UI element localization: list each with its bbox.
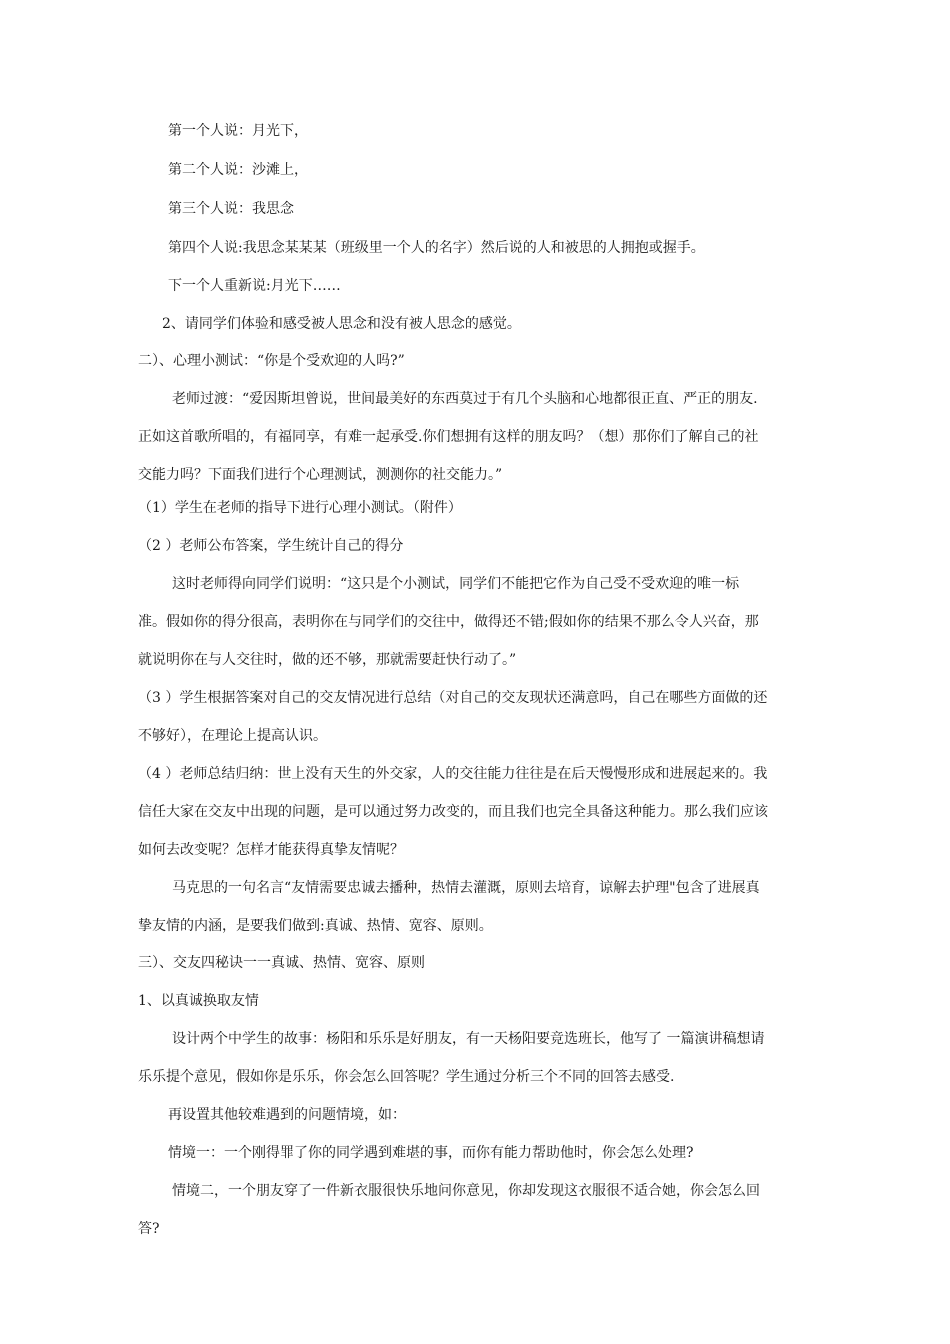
text-line: 信任大家在交友中出现的问题，是可以通过努力改变的，而且我们也完全具备这种能力。那么我们应该 [138, 804, 768, 820]
text-line: 再设置其他较难遇到的问题情境，如： [168, 1107, 406, 1123]
text-line: 情境二，一个朋友穿了一件新衣服很快乐地问你意见，你却发现这衣服很不适合她，你会怎么回 [172, 1183, 760, 1199]
subsection-heading: 1、以真诚换取友情 [138, 993, 259, 1009]
text-line: 马克思的一句名言“友情需要忠诚去播种，热情去灌溉，原则去培育，谅解去护理"包含了进展真 [172, 880, 760, 896]
text-line: 第二个人说：沙滩上， [168, 162, 308, 178]
section-heading: 三）、交友四秘诀一一真诚、热情、宽容、原则 [138, 955, 425, 971]
text-line: 老师过渡：“爱因斯坦曾说，世间最美好的东西莫过于有几个头脑和心地都很正直、严正的朋友. [172, 391, 758, 407]
text-line: 交能力吗？下面我们进行个心理测试，测测你的社交能力。” [138, 467, 503, 483]
text-line: 准。假如你的得分很高，表明你在与同学们的交往中，做得还不错;假如你的结果不那么令人兴奋，那 [138, 614, 759, 630]
text-line: 第三个人说：我思念 [168, 201, 294, 217]
text-line: 设计两个中学生的故事：杨阳和乐乐是好朋友，有一天杨阳要竞选班长，他写了 一篇演讲稿想请 [172, 1031, 765, 1047]
text-line: 第四个人说:我思念某某某（班级里一个人的名字）然后说的人和被思的人拥抱或握手。 [168, 240, 705, 256]
text-line: 正如这首歌所唱的，有福同享，有难一起承受.你们想拥有这样的朋友吗？（想）那你们了解自己的社 [138, 429, 759, 445]
text-line: 下一个人重新说:月光下…… [168, 278, 341, 294]
text-line: 情境一：一个刚得罪了你的同学遇到难堪的事，而你有能力帮助他时，你会怎么处理? [168, 1145, 694, 1161]
text-line: 第一个人说：月光下， [168, 123, 308, 139]
text-line: 这时老师得向同学们说明：“这只是个小测试，同学们不能把它作为自己受不受欢迎的唯一标 [172, 576, 740, 592]
text-line: 挚友情的内涵，是要我们做到:真诚、热情、宽容、原则。 [138, 918, 493, 934]
text-line: （2 ）老师公布答案，学生统计自己的得分 [138, 538, 404, 554]
text-line: 不够好），在理论上提高认识。 [138, 728, 327, 744]
text-line: 2、请同学们体验和感受被人思念和没有被人思念的感觉。 [162, 316, 521, 332]
text-line: （1）学生在老师的指导下进行心理小测试。（附件） [138, 500, 462, 516]
text-line: 乐乐提个意见，假如你是乐乐，你会怎么回答呢？学生通过分析三个不同的回答去感受. [138, 1069, 675, 1085]
text-line: 就说明你在与人交往时，做的还不够，那就需要赶快行动了。” [138, 652, 517, 668]
text-line: （4 ）老师总结归纳：世上没有天生的外交家，人的交往能力往往是在后天慢慢形成和进展起来的。我 [138, 766, 768, 782]
section-heading: 二）、心理小测试：“你是个受欢迎的人吗?” [138, 353, 405, 369]
text-line: 如何去改变呢？怎样才能获得真挚友情呢？ [138, 842, 404, 858]
text-line: （3 ）学生根据答案对自己的交友情况进行总结（对自己的交友现状还满意吗，自己在哪些方面做的还 [138, 690, 768, 706]
text-line: 答? [138, 1221, 160, 1237]
